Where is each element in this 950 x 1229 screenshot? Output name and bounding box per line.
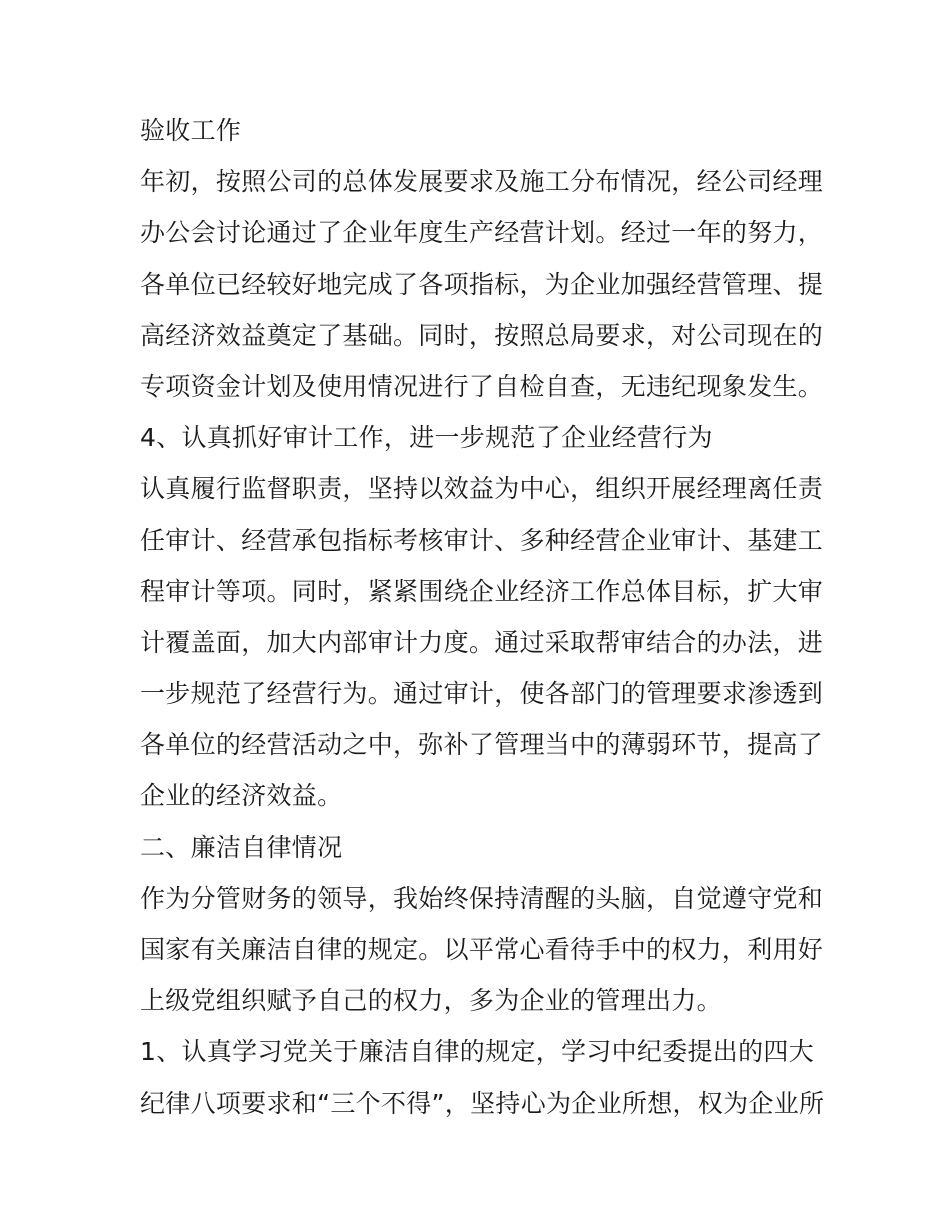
section-heading-audit: 4、认真抓好审计工作，进一步规范了企业经营行为 bbox=[140, 423, 713, 453]
text-line: 专项资金计划及使用情况进行了自检自查，无违纪现象发生。 bbox=[140, 371, 824, 401]
text-line: 年初，按照公司的总体发展要求及施工分布情况，经公司经理 bbox=[140, 167, 824, 197]
section-heading-integrity: 二、廉洁自律情况 bbox=[140, 832, 343, 862]
text-line: 上级党组织赋予自己的权力，多为企业的管理出力。 bbox=[140, 986, 722, 1016]
text-line-continuation: 验收工作 bbox=[140, 116, 242, 145]
text-line: 办公会讨论通过了企业年度生产经营计划。经过一年的努力， bbox=[140, 218, 824, 248]
numbered-item: 1、认真学习党关于廉洁自律的规定，学习中纪委提出的四大 bbox=[140, 1037, 815, 1067]
text-line: 任审计、经营承包指标考核审计、多种经营企业审计、基建工 bbox=[140, 525, 824, 555]
text-line: 企业的经济效益。 bbox=[140, 781, 343, 811]
text-line: 各单位的经营活动之中，弥补了管理当中的薄弱环节，提高了 bbox=[140, 730, 824, 760]
text-line: 国家有关廉洁自律的规定。以平常心看待手中的权力，利用好 bbox=[140, 935, 824, 964]
text-line: 高经济效益奠定了基础。同时，按照总局要求，对公司现在的 bbox=[140, 320, 824, 350]
text-line: 作为分管财务的领导，我始终保持清醒的头脑，自觉遵守党和 bbox=[140, 883, 824, 913]
text-line: 一步规范了经营行为。通过审计，使各部门的管理要求渗透到 bbox=[140, 679, 824, 709]
text-line: 计覆盖面，加大内部审计力度。通过采取帮审结合的办法，进 bbox=[140, 627, 824, 657]
text-line: 程审计等项。同时，紧紧围绕企业经济工作总体目标，扩大审 bbox=[140, 576, 824, 606]
text-line: 认真履行监督职责，坚持以效益为中心，组织开展经理离任责 bbox=[140, 474, 824, 504]
text-line: 纪律八项要求和“三个不得”，坚持心为企业所想，权为企业所 bbox=[140, 1088, 825, 1118]
text-line: 各单位已经较好地完成了各项指标，为企业加强经营管理、提 bbox=[140, 269, 824, 299]
document-body bbox=[140, 108, 825, 1132]
